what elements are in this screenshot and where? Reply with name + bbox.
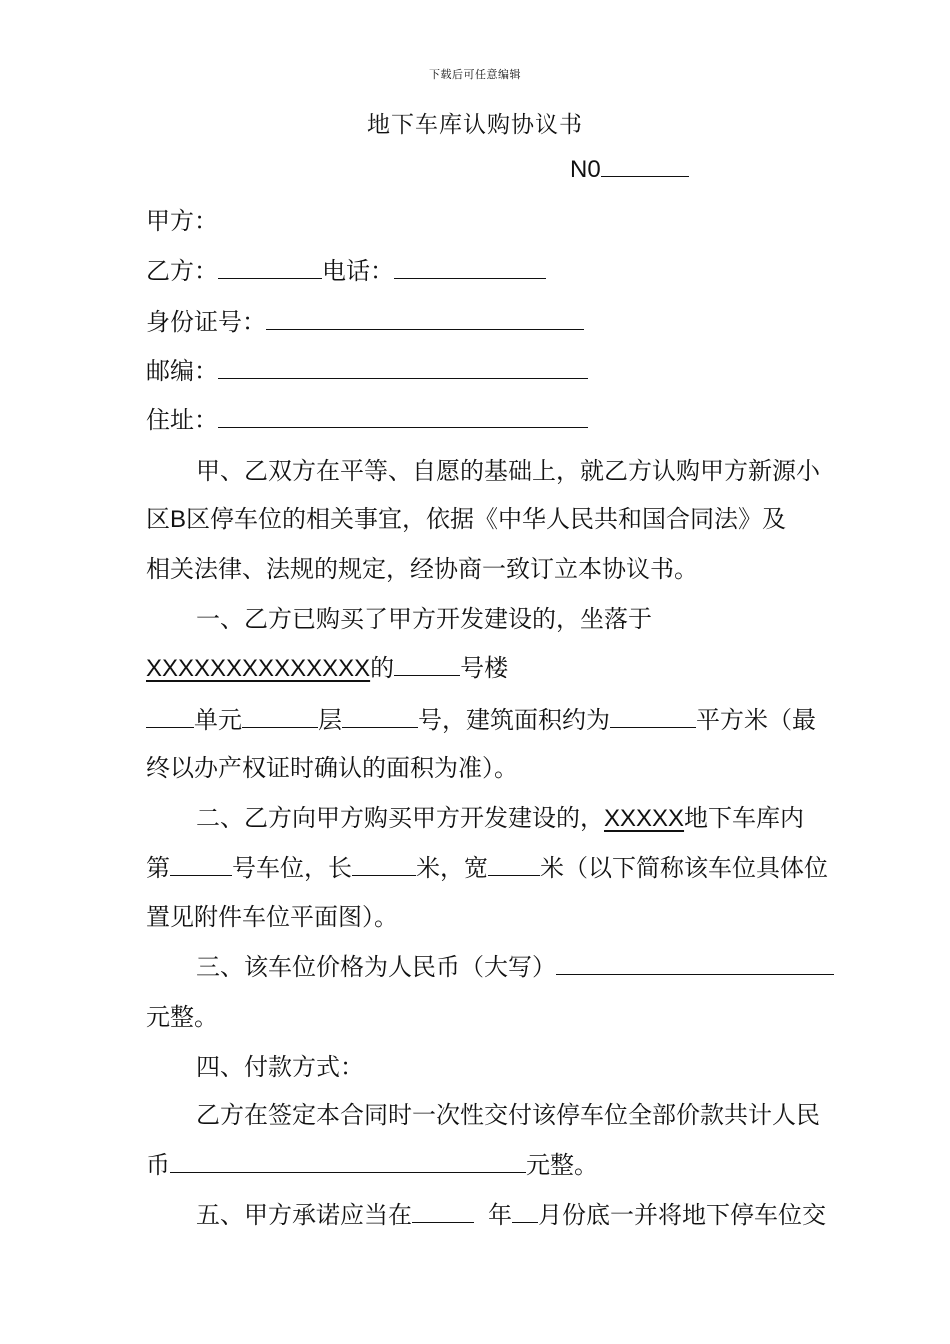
clause1-line-3	[146, 704, 816, 736]
width-blank[interactable]	[488, 853, 540, 876]
price-words-blank[interactable]	[556, 952, 834, 975]
space-number-blank[interactable]	[170, 853, 232, 876]
clause-text: 三、该车位价格为人民币（大写）	[196, 953, 556, 981]
room-blank[interactable]	[342, 705, 418, 728]
clause-text: 层	[318, 706, 342, 734]
address-label: 住址：	[146, 406, 218, 434]
party-b-blank[interactable]	[218, 256, 322, 279]
postcode-label: 邮编：	[146, 357, 218, 385]
party-b-label: 乙方：	[146, 257, 218, 285]
postcode-blank[interactable]	[218, 356, 588, 379]
intro-text: 区	[146, 505, 170, 533]
header-note: 下载后可任意编辑	[429, 68, 521, 81]
document-title: 地下车库认购协议书	[367, 112, 583, 138]
clause-text: 年	[488, 1201, 512, 1229]
number-label: N0	[570, 156, 601, 183]
location-placeholder: XXXXXXXXXXXXXX	[146, 655, 371, 682]
clause2-line-2	[146, 852, 828, 884]
clause4-line-2: 乙方在签定本合同时一次性交付该停车位全部价款共计人民	[196, 1101, 820, 1129]
address-row	[146, 404, 588, 436]
clause-text: 的	[370, 654, 395, 682]
number-blank[interactable]	[601, 154, 689, 177]
building-blank[interactable]	[394, 653, 460, 676]
party-a-label: 甲方：	[146, 207, 218, 235]
id-label: 身份证号：	[146, 308, 266, 336]
party-b-row	[146, 255, 546, 287]
clause-text: 米（以下简称该车位具体位	[540, 854, 828, 882]
clause-text: 币	[146, 1151, 170, 1179]
unit-blank[interactable]	[146, 705, 194, 728]
clause-text: 月份底一并将地下停车位交	[538, 1201, 826, 1229]
length-blank[interactable]	[352, 853, 416, 876]
id-blank[interactable]	[266, 307, 584, 330]
clause1-line-1: 一、乙方已购买了甲方开发建设的，坐落于	[196, 605, 652, 633]
month-blank[interactable]	[512, 1200, 538, 1223]
clause-text: 地下车库内	[684, 804, 805, 832]
total-price-blank[interactable]	[170, 1150, 526, 1173]
postcode-row	[146, 355, 588, 387]
phone-blank[interactable]	[394, 256, 546, 279]
year-blank[interactable]	[412, 1200, 474, 1223]
phone-label: 电话：	[322, 257, 394, 285]
clause3-line-2: 元整。	[146, 1003, 218, 1031]
clause-text: 号，建筑面积约为	[418, 706, 610, 734]
clause-text: 二、乙方向甲方购买甲方开发建设的，	[196, 804, 604, 832]
floor-blank[interactable]	[242, 705, 318, 728]
clause-text: 平方米（最	[696, 706, 816, 734]
clause2-line-1	[196, 802, 804, 835]
intro-line-2	[146, 503, 786, 536]
clause-text: 元整。	[526, 1151, 598, 1179]
clause5-line-1	[196, 1199, 826, 1231]
clause3-line-1	[196, 951, 834, 983]
address-blank[interactable]	[218, 405, 588, 428]
clause4-line-3	[146, 1149, 598, 1181]
clause1-line-4: 终以办产权证时确认的面积为准）。	[146, 754, 518, 782]
clause-text: 第	[146, 854, 170, 882]
document-number	[570, 154, 689, 184]
garage-placeholder: XXXXX	[604, 805, 685, 832]
area-blank[interactable]	[610, 705, 696, 728]
clause-text: 号楼	[460, 654, 509, 682]
clause-text: 米，宽	[416, 854, 488, 882]
clause2-line-3: 置见附件车位平面图）。	[146, 903, 398, 931]
intro-text: 区停车位的相关事宜，依据《中华人民共和国合同法》及	[186, 505, 787, 533]
intro-line-3: 相关法律、法规的规定，经协商一致订立本协议书。	[146, 555, 698, 583]
id-row	[146, 306, 584, 338]
zone-letter: B	[170, 506, 187, 533]
intro-line-1: 甲、乙双方在平等、自愿的基础上，就乙方认购甲方新源小	[196, 457, 820, 485]
clause-text: 单元	[194, 706, 242, 734]
clause1-line-2	[146, 652, 508, 685]
clause4-line-1: 四、付款方式：	[196, 1053, 364, 1081]
party-a-row	[146, 205, 218, 237]
clause-text: 号车位，长	[232, 854, 352, 882]
clause-text: 五、甲方承诺应当在	[196, 1201, 412, 1229]
